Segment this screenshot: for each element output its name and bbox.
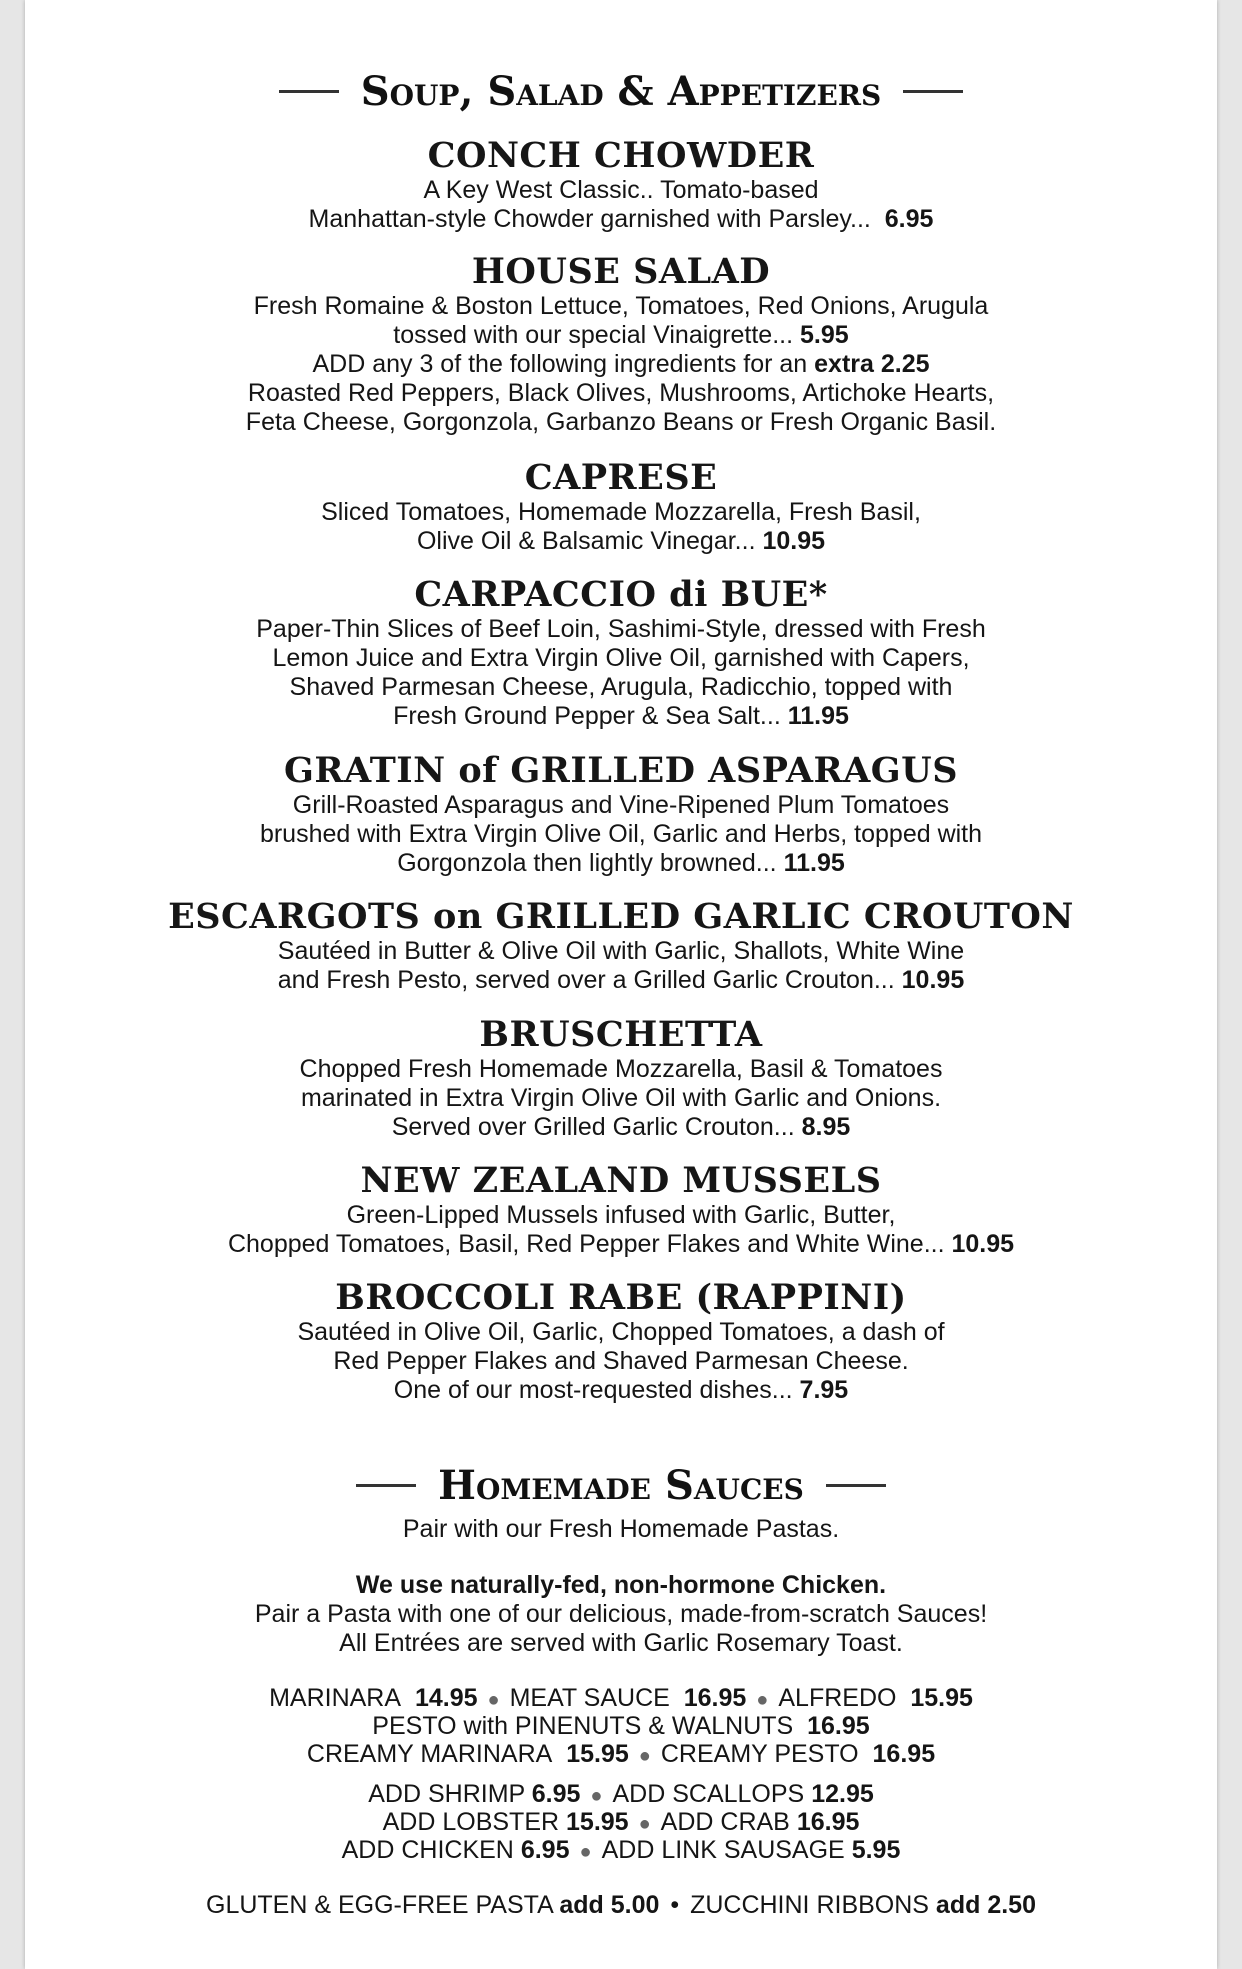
section-heading-appetizers (25, 68, 1217, 115)
divider-right (903, 90, 963, 93)
sauce-name: PESTO with PINENUTS & WALNUTS (372, 1712, 794, 1740)
item-description (25, 292, 1217, 437)
item-name: ESCARGOTS on GRILLED GARLIC CROUTON (168, 896, 1074, 937)
bullet: ● (638, 1813, 651, 1835)
sauce-row-2 (25, 1712, 1217, 1741)
divider-left (279, 90, 339, 93)
addon-price: 16.95 (796, 1808, 860, 1836)
menu-item-house-salad (25, 253, 1217, 437)
item-description (25, 1318, 1217, 1405)
item-price: 7.95 (799, 1376, 849, 1404)
bullet: ● (579, 1841, 592, 1863)
divider-left (356, 1484, 416, 1487)
addon-name: ADD LINK SAUSAGE (601, 1836, 845, 1864)
desc-line: Sautéed in Butter & Olive Oil with Garlic, Shallots, White Wine (277, 937, 965, 965)
item-price: 10.95 (901, 966, 965, 994)
menu-item-bruschetta (25, 1016, 1217, 1142)
item-price: 10.95 (762, 527, 826, 555)
addon-price: 6.95 (520, 1836, 570, 1864)
option-name: ZUCCHINI RIBBONS (690, 1891, 929, 1919)
menu-item-escargots (25, 898, 1217, 995)
desc-line: ADD any 3 of the following ingredients for an extra 2.25 (312, 350, 930, 378)
desc-line: Sliced Tomatoes, Homemade Mozzarella, Fresh Basil, (321, 498, 921, 526)
bullet: ● (590, 1785, 603, 1807)
item-description (25, 615, 1217, 731)
desc-line: Manhattan-style Chowder garnished with Parsley... 6.95 (308, 205, 934, 233)
menu-item-carpaccio (25, 576, 1217, 731)
option-price: add 2.50 (935, 1891, 1036, 1919)
desc-line: and Fresh Pesto, served over a Grilled Garlic Crouton... 10.95 (277, 966, 965, 994)
desc-line: One of our most-requested dishes... 7.95 (393, 1376, 849, 1404)
item-name: CAPRESE (524, 457, 718, 498)
item-description (25, 1201, 1217, 1259)
desc-line: Fresh Romaine & Boston Lettuce, Tomatoes, Red Onions, Arugula (253, 292, 989, 320)
sauce-name: CREAMY PESTO (660, 1740, 859, 1768)
item-name: NEW ZEALAND MUSSELS (360, 1160, 882, 1201)
pasta-options-row (25, 1891, 1217, 1920)
addon-row-3 (25, 1836, 1217, 1867)
sauce-row-3 (25, 1740, 1217, 1771)
item-description (25, 937, 1217, 995)
addon-name: ADD CRAB (660, 1808, 790, 1836)
sauce-name: CREAMY MARINARA (306, 1740, 553, 1768)
item-price: 5.95 (800, 321, 849, 349)
desc-line: Grill-Roasted Asparagus and Vine-Ripened Plum Tomatoes (292, 791, 950, 819)
bullet: ● (756, 1689, 769, 1711)
desc-line: Sautéed in Olive Oil, Garlic, Chopped Tomatoes, a dash of (297, 1318, 945, 1346)
item-description (25, 1055, 1217, 1142)
item-name: CONCH CHOWDER (427, 135, 815, 176)
desc-line: Chopped Tomatoes, Basil, Red Pepper Flakes and White Wine... 10.95 (227, 1230, 1015, 1258)
addon-name: ADD SCALLOPS (612, 1780, 805, 1808)
extra-price: extra 2.25 (814, 350, 930, 378)
item-price: 11.95 (787, 702, 849, 730)
item-name: CARPACCIO di BUE* (414, 574, 828, 615)
menu-item-conch-chowder (25, 137, 1217, 234)
item-name: BROCCOLI RABE (RAPPINI) (335, 1277, 907, 1318)
bullet: ● (487, 1689, 500, 1711)
addon-price: 5.95 (851, 1836, 901, 1864)
item-name: BRUSCHETTA (479, 1014, 763, 1055)
desc-line: brushed with Extra Virgin Olive Oil, Garlic and Herbs, topped with (259, 820, 983, 848)
section-heading-sauces (25, 1462, 1217, 1509)
sauce-price: 14.95 (414, 1684, 478, 1712)
menu-page (25, 0, 1217, 1969)
desc-line: Served over Grilled Garlic Crouton... 8.95 (391, 1113, 851, 1141)
desc-line: Fresh Ground Pepper & Sea Salt... 11.95 (393, 702, 849, 730)
item-name: HOUSE SALAD (471, 251, 771, 292)
desc-line: Roasted Red Peppers, Black Olives, Mushrooms, Artichoke Hearts, (247, 379, 995, 407)
addon-price: 15.95 (566, 1808, 629, 1836)
desc-line: Gorgonzola then lightly browned... 11.95 (397, 849, 845, 877)
sauce-price: 16.95 (807, 1712, 870, 1740)
section-title: Soup, Salad & Appetizers (360, 68, 882, 115)
sauce-price: 16.95 (872, 1740, 936, 1768)
desc-line: Green-Lipped Mussels infused with Garlic, Butter, (346, 1201, 896, 1229)
item-price: 8.95 (801, 1113, 851, 1141)
sauce-price: 15.95 (566, 1740, 629, 1768)
sauces-subtitle: Pair with our Fresh Homemade Pastas. (402, 1515, 840, 1543)
item-price: 11.95 (783, 849, 845, 877)
desc-line: Chopped Fresh Homemade Mozzarella, Basil & Tomatoes (299, 1055, 943, 1083)
addon-price: 12.95 (811, 1780, 874, 1808)
addon-row-1 (25, 1780, 1217, 1811)
addon-name: ADD LOBSTER (382, 1808, 560, 1836)
item-name: GRATIN of GRILLED ASPARAGUS (284, 750, 958, 791)
bullet: • (670, 1891, 680, 1919)
sauce-row-1 (25, 1684, 1217, 1715)
addon-row-2 (25, 1808, 1217, 1839)
item-price: 6.95 (884, 205, 934, 233)
item-description (25, 176, 1217, 234)
desc-line: marinated in Extra Virgin Olive Oil with Garlic and Onions. (300, 1084, 942, 1112)
pairing-note: Pair a Pasta with one of our delicious, made-from-scratch Sauces! (254, 1600, 988, 1628)
option-price: add 5.00 (559, 1891, 660, 1919)
sauce-name: ALFREDO (778, 1684, 897, 1712)
sauce-name: MARINARA (269, 1684, 402, 1712)
desc-line: A Key West Classic.. Tomato-based (423, 176, 819, 204)
bullet: ● (638, 1745, 651, 1767)
desc-line: Lemon Juice and Extra Virgin Olive Oil, garnished with Capers, (272, 644, 970, 672)
menu-item-gratin-asparagus (25, 752, 1217, 878)
chicken-note: We use naturally-fed, non-hormone Chicken. (355, 1571, 887, 1599)
desc-line: Olive Oil & Balsamic Vinegar... 10.95 (416, 527, 826, 555)
sauce-price: 15.95 (910, 1684, 973, 1712)
menu-item-broccoli-rabe (25, 1279, 1217, 1405)
toast-note: All Entrées are served with Garlic Rosemary Toast. (339, 1629, 903, 1657)
item-description (25, 791, 1217, 878)
desc-line: Red Pepper Flakes and Shaved Parmesan Cheese. (333, 1347, 909, 1375)
item-description (25, 498, 1217, 556)
divider-right (826, 1484, 886, 1487)
item-price: 10.95 (951, 1230, 1015, 1258)
addon-name: ADD SHRIMP (368, 1780, 525, 1808)
menu-item-mussels (25, 1162, 1217, 1259)
sauce-price: 16.95 (683, 1684, 747, 1712)
addon-name: ADD CHICKEN (341, 1836, 514, 1864)
sauce-name: MEAT SAUCE (509, 1684, 670, 1712)
menu-item-caprese (25, 459, 1217, 556)
desc-line: Shaved Parmesan Cheese, Arugula, Radicchio, topped with (289, 673, 953, 701)
desc-line: Feta Cheese, Gorgonzola, Garbanzo Beans or Fresh Organic Basil. (245, 408, 997, 436)
option-name: GLUTEN & EGG-FREE PASTA (206, 1891, 553, 1919)
desc-line: tossed with our special Vinaigrette... 5.95 (393, 321, 849, 349)
section-title: Homemade Sauces (438, 1462, 804, 1509)
desc-line: Paper-Thin Slices of Beef Loin, Sashimi-Style, dressed with Fresh (256, 615, 986, 643)
addon-price: 6.95 (531, 1780, 581, 1808)
